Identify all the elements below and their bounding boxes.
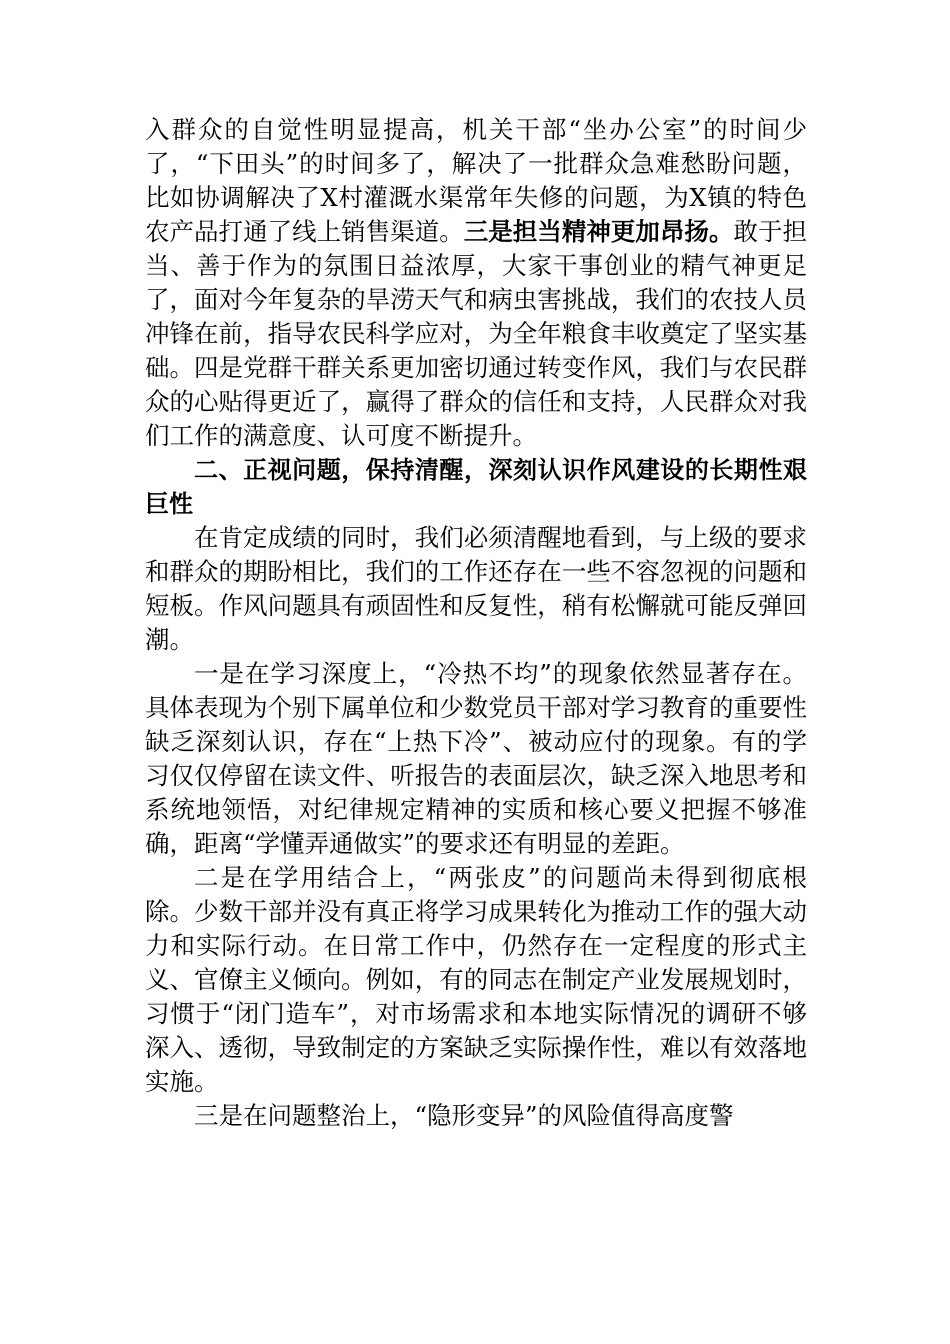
paragraph-point-one: 一是在学习深度上，“冷热不均”的现象依然显著存在。具体表现为个别下属单位和少数党员干部对学习教育的重要性缺乏深刻认识，存在“上热下冷”、被动应付的现象。有的学习仅仅停留在读文件、听报告的表面层次，缺乏深入地思考和系统地领悟，对纪律规定精神的实质和核心要义把握不够准确，距离“学懂弄通做实”的要求还有明显的差距。 <box>145 659 807 858</box>
paragraph-point-three: 三是在问题整治上，“隐形变异”的风险值得高度警 <box>194 1101 734 1130</box>
section-heading-two: 二、正视问题，保持清醒，深刻认识作风建设的长期性艰巨性 <box>145 456 807 518</box>
paragraph-text: 入群众的自觉性明显提高，机关干部“坐办公室”的时间少了，“下田头”的时间多了，解决了一批群众急难愁盼问题，比如协调解决了X村灌溉水渠常年失修的问题，为X镇的特色农产品打通了线上销售渠道。 <box>145 115 807 246</box>
bold-point-three: 三是担当精神更加昂扬。 <box>463 217 734 246</box>
paragraph-continuation <box>145 113 807 453</box>
paragraph-text: 敢于担当、善于作为的氛围日益浓厚，大家干事创业的精气神更足了，面对今年复杂的旱涝天气和病虫害挑战，我们的农技人员冲锋在前，指导农民科学应对，为全年粮食丰收奠定了坚实基础。四是党群干群关系更加密切通过转变作风，我们与农民群众的心贴得更近了，赢得了群众的信任和支持，人民群众对我们工作的满意度、认可度不断提升。 <box>145 217 808 450</box>
paragraph-intro: 在肯定成绩的同时，我们必须清醒地看到，与上级的要求和群众的期盼相比，我们的工作还存在一些不容忽视的问题和短板。作风问题具有顽固性和反复性，稍有松懈就可能反弹回潮。 <box>145 523 807 654</box>
paragraph-point-two: 二是在学用结合上，“两张皮”的问题尚未得到彻底根除。少数干部并没有真正将学习成果转化为推动工作的强大动力和实际行动。在日常工作中，仍然存在一定程度的形式主义、官僚主义倾向。例如，有的同志在制定产业发展规划时，习惯于“闭门造车”，对市场需求和本地实际情况的调研不够深入、透彻，导致制定的方案缺乏实际操作性，难以有效落地实施。 <box>145 863 807 1096</box>
document-body <box>145 113 807 1133</box>
